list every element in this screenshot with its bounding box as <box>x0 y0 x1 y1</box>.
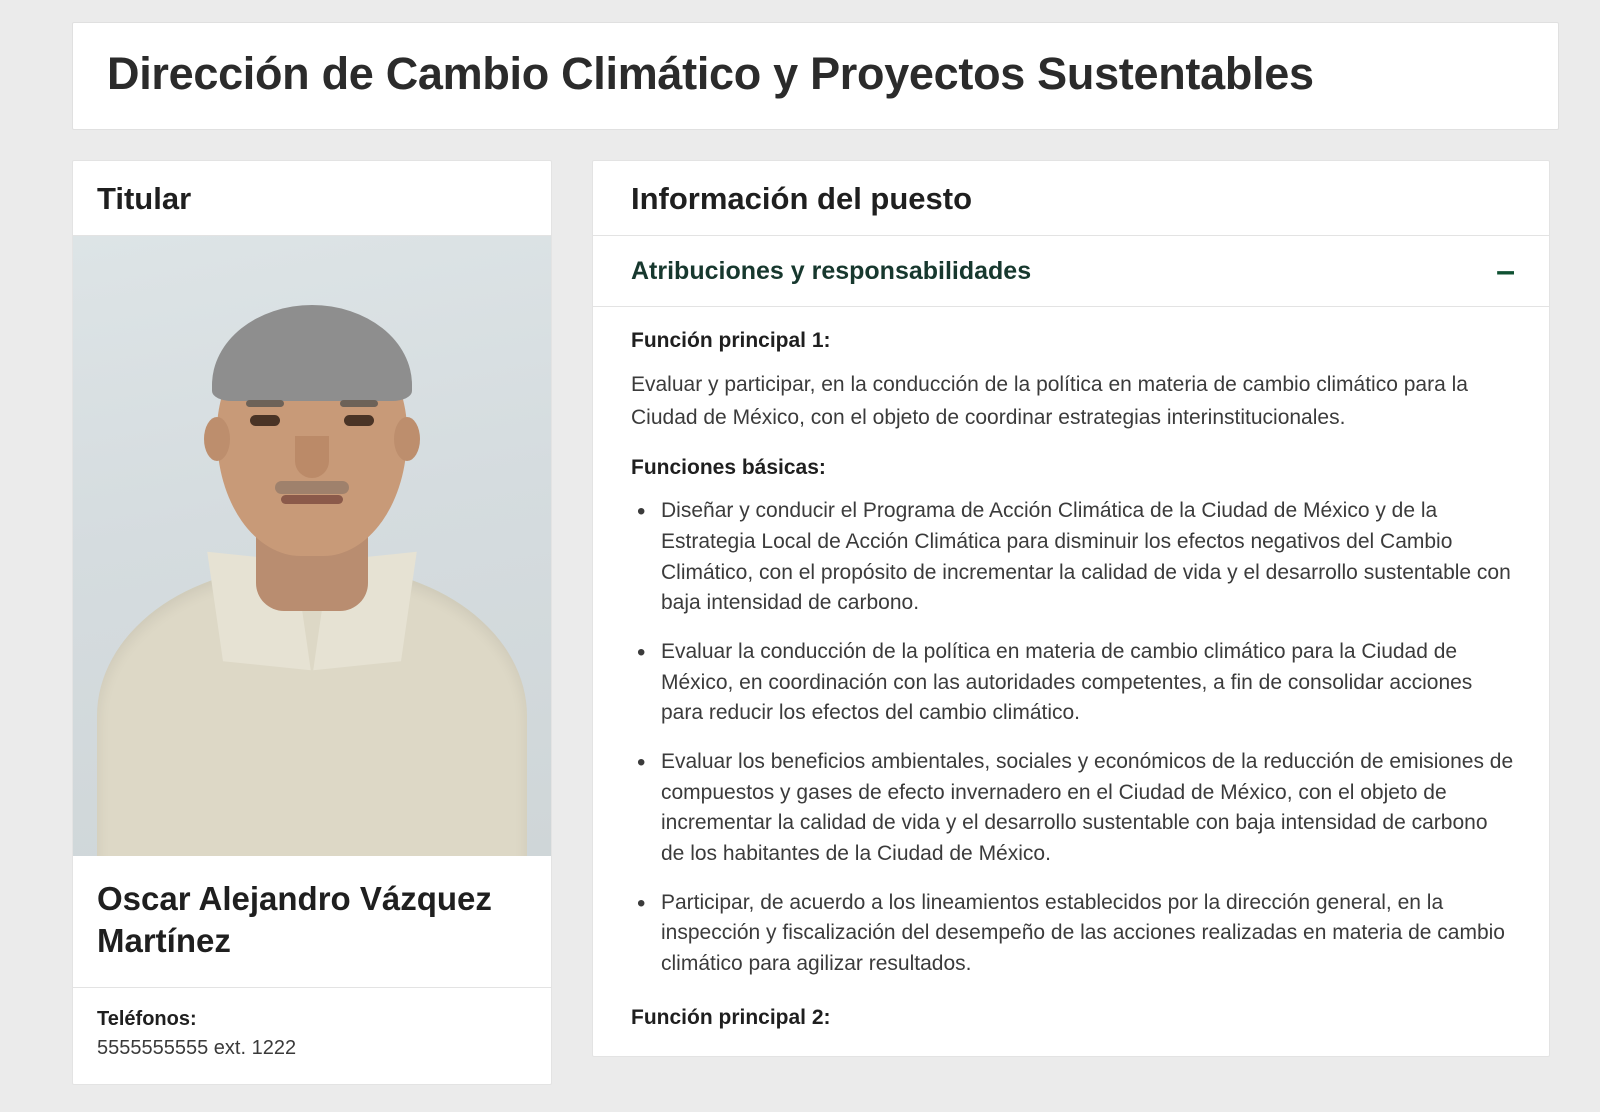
titular-photo <box>73 236 551 856</box>
phone-value: 5555555555 ext. 1222 <box>97 1036 297 1059</box>
funcion-principal-1-text: Evaluar y participar, en la conducción de la política en materia de cambio climático para la Ciudad de México, con el objeto de coordinar estrategias interinstitucionales. <box>631 373 1468 429</box>
titular-header <box>73 161 551 236</box>
portrait-mouth <box>281 495 343 504</box>
phone-label: Teléfonos: <box>97 1007 197 1030</box>
portrait-eye-left <box>250 415 280 426</box>
titular-name-block <box>73 856 551 988</box>
list-item: • Participar, de acuerdo a los lineamientos establecidos por la dirección general, en la inspección y fiscalización del desempeño de las acciones realizadas en materia de cambio climático para agilizar resultados. <box>631 888 1515 980</box>
page-title-card <box>72 22 1559 130</box>
funcion-principal-2-label: Función principal 2: <box>631 1005 831 1029</box>
job-info-heading: Información del puesto <box>631 181 973 217</box>
portrait-eye-right <box>344 415 374 426</box>
portrait-brow-left <box>246 400 284 407</box>
content-columns <box>72 160 1550 1085</box>
funciones-basicas-list <box>631 496 1515 979</box>
list-item: • Evaluar la conducción de la política en materia de cambio climático para la Ciudad de México, en coordinación con las autoridades competentes, a fin de consolidar acciones para reducir los efectos del cambio climático. <box>631 637 1515 729</box>
titular-contact <box>73 988 551 1084</box>
portrait-nose <box>295 436 329 478</box>
job-info-card <box>592 160 1550 1056</box>
minus-icon[interactable]: – <box>1496 252 1515 291</box>
accordion-atribuciones[interactable] <box>593 236 1549 307</box>
list-item: • Diseñar y conducir el Programa de Acción Climática de la Ciudad de México y de la Estrategia Local de Acción Climática para disminuir los efectos negativos del Cambio Climático, con el propósito de incrementar la calidad de vida y el desarrollo sustentable con baja intensidad de carbono. <box>631 496 1515 619</box>
titular-heading: Titular <box>97 181 192 217</box>
accordion-body <box>593 307 1549 1055</box>
accordion-title: Atribuciones y responsabilidades <box>631 256 1032 285</box>
portrait-mustache <box>275 481 349 494</box>
funcion-principal-1-label: Función principal 1: <box>631 329 831 353</box>
job-info-header <box>593 161 1549 236</box>
funciones-basicas-label: Funciones básicas: <box>631 456 826 480</box>
titular-card <box>72 160 552 1085</box>
portrait-brow-right <box>340 400 378 407</box>
list-item: • Evaluar los beneficios ambientales, sociales y económicos de la reducción de emisiones de compuestos y gases de efecto invernadero en el Ciudad de México, con el objeto de incrementar la calidad de vida y el desarrollo sustentable con baja intensidad de carbono de los habitantes de la Ciudad de México. <box>631 747 1515 870</box>
page-title: Dirección de Cambio Climático y Proyectos Sustentables <box>107 48 1314 99</box>
titular-name: Oscar Alejandro Vázquez Martínez <box>97 880 492 959</box>
